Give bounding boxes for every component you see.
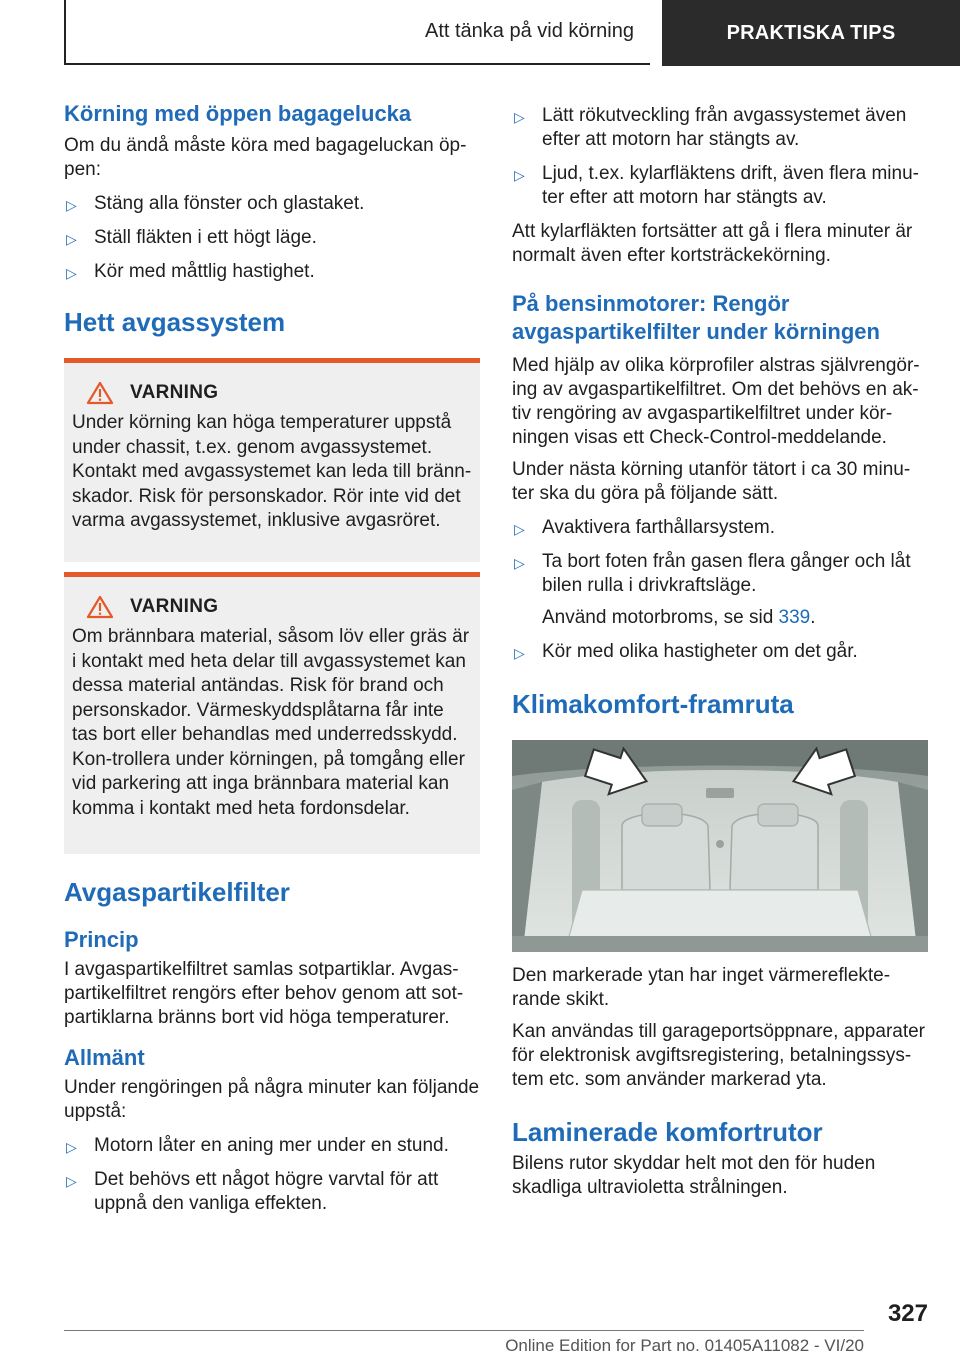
petrol-clean-list [512,516,928,664]
heading-principle: Princip [64,927,139,952]
warning-header [72,381,472,405]
open-trunk-intro: Om du ändå måste köra med bagageluckan öp-pen: [64,135,467,180]
page-number: 327 [887,1300,928,1327]
bullet-triangle-icon: ▷ [66,265,77,281]
petrol-clean-text-2: Under nästa körning utanför tätort i ca 30 minu-ter ska du göra på följande sätt. [512,459,911,504]
bullet-triangle-icon: ▷ [66,1173,77,1189]
continued-list [512,104,928,210]
heading-petrol-clean: På bensinmotorer: Rengör avgaspartikelfilter under körningen [512,291,880,344]
warning-triangle-icon [86,381,114,405]
header-divider-horizontal [64,63,650,65]
general-list [64,1134,480,1216]
bullet-triangle-icon: ▷ [66,197,77,213]
heading-open-trunk: Körning med öppen bagagelucka [64,101,412,126]
header-chapter-tab[interactable]: PRAKTISKA TIPS [662,0,960,66]
climate-windshield-text-2: Kan användas till garageportsöppnare, apparater för elektronisk avgiftsregistering, betalningssys-tem etc. som använder markerad yta. [512,1021,926,1090]
warning-text: Om brännbara material, såsom löv eller gräs är i kontakt med heta delar till avgassystemet kan dessa material antändas. Risk för brand och personskador. Värmeskyddsplåtarna får inte tas bort eller behandlas med underredsskydd. Kon-trollera under körningen, på tomgång eller vid parkering att inga brännbara material kan komma i kontakt med heta fordonsdelar. [72,626,470,819]
laminated-windows-text: Bilens rutor skyddar helt mot den för huden skadliga ultravioletta strålningen. [512,1153,876,1198]
page-reference-link[interactable]: 339 [778,607,811,628]
warning-title: VARNING [130,596,219,617]
list-item: ▷ Kör med olika hastigheter om det går. [512,640,928,664]
bullet-triangle-icon: ▷ [514,521,525,537]
heading-laminated-windows: Laminerade komfortrutor [512,1117,823,1147]
list-item: ▷ Kör med måttlig hastighet. [64,260,480,284]
heading-hot-exhaust: Hett avgassystem [64,307,286,337]
petrol-clean-text-1: Med hjälp av olika körprofiler alstras självrengör-ing av avgaspartikelfiltret. Om det behövs en ak-tiv rengöring av avgaspartikelfiltret under kör-ningen visas ett Check-Control-meddelande. [512,355,920,448]
header-section-title: Att tänka på vid körning [424,20,634,42]
warning-text: Under körning kan höga temperaturer uppstå under chassit, t.ex. genom avgassystemet. Kontakt med avgassystemet kan leda till bränn-skador. Risk för personskador. Rör inte vid det varma avgassystemet, inklusive avgasröret. [72,412,472,531]
warning-box-2 [64,572,480,854]
bullet-triangle-icon: ▷ [514,555,525,571]
heading-climate-windshield: Klimakomfort-framruta [512,689,794,719]
page-header [0,0,960,66]
warning-triangle-icon [86,595,114,619]
warning-header [72,595,472,619]
list-item: ▷ Stäng alla fönster och glastaket. [64,192,480,216]
left-column [64,100,480,1216]
bullet-triangle-icon: ▷ [514,167,525,183]
principle-text: I avgaspartikelfiltret samlas sotpartiklar. Avgas-partikelfiltret rengörs efter behov genom att sot-partiklarna bränns bort vid höga temperaturer. [64,959,464,1028]
climate-windshield-text-1: Den markerade ytan har inget värmereflekte-rande skikt. [512,965,891,1010]
footer-divider [64,1330,864,1331]
list-item: ▷ Ställ fläkten i ett högt läge. [64,226,480,250]
bullet-triangle-icon: ▷ [514,109,525,125]
bullet-triangle-icon: ▷ [66,231,77,247]
bullet-triangle-icon: ▷ [514,645,525,661]
list-item: ▷ Motorn låter en aning mer under en stund. [64,1134,480,1158]
list-item: ▷ Lätt rökutveckling från avgassystemet även efter att motorn har stängts av. [514,105,907,150]
heading-particle-filter: Avgaspartikelfilter [64,877,290,907]
open-trunk-list [64,192,480,284]
list-item-subnote: Använd motorbroms, se sid 339. [542,607,816,628]
warning-title: VARNING [130,382,219,403]
list-item: ▷ Avaktivera farthållarsystem. [512,516,928,540]
bullet-triangle-icon: ▷ [66,1139,77,1155]
footer-edition: Online Edition for Part no. 01405A11082 - VI/20 [505,1336,864,1355]
windshield-illustration [512,740,928,952]
list-item: ▷ Ljud, t.ex. kylarfläktens drift, även flera minu-ter efter att motorn har stängts av. [514,163,919,208]
warning-box-1 [64,358,480,562]
heading-general: Allmänt [64,1045,145,1070]
list-item: ▷ Det behövs ett något högre varvtal för att uppnå den vanliga effekten. [66,1169,439,1214]
cooling-fan-note: Att kylarfläkten fortsätter att gå i flera minuter är normalt även efter kortsträckekörning. [512,221,913,266]
general-text: Under rengöringen på några minuter kan följande uppstå: [64,1077,480,1122]
right-column [512,100,928,1200]
list-item: ▷ Ta bort foten från gasen flera gånger och låt bilen rulla i drivkraftsläge. Använd motorbroms, se sid 339. [512,550,928,630]
